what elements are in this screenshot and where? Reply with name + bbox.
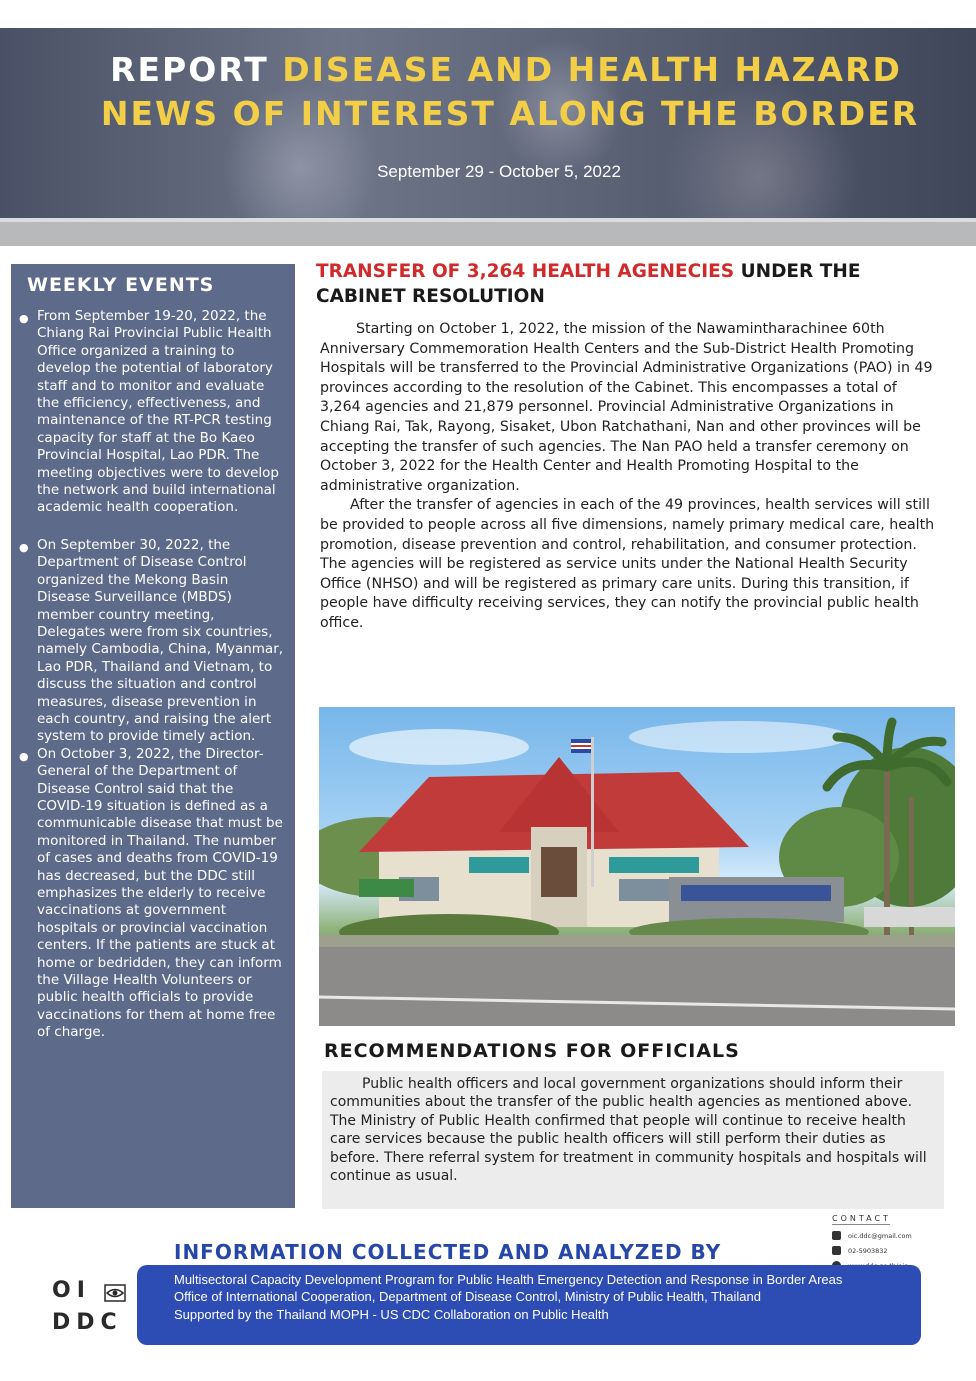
contact-title: CONTACT: [832, 1214, 891, 1223]
header-banner: [0, 28, 976, 218]
date-range: September 29 - October 5, 2022: [377, 162, 621, 181]
oic-ddc-logo: [50, 1278, 130, 1338]
weekly-events-list: [17, 308, 285, 1042]
bullet-icon: ●: [19, 312, 29, 325]
weekly-events-panel: [11, 264, 295, 1208]
article-body: [320, 320, 936, 634]
recommendations-text: Public health officers and local government organizations should inform their communities about the transfer of the public health agencies as mentioned above. The Ministry of Public Health confirmed that people will continue to receive health care services because the public health officers will still perform their duties as before. There referral system for treatment in community hospitals and hospitals will continue as usual.: [330, 1076, 927, 1185]
grey-band: [0, 222, 976, 246]
health-center-illustration: [319, 707, 955, 1026]
logo-text-oi: OI: [52, 1278, 91, 1303]
eye-icon: [104, 1284, 126, 1302]
phone-icon: [832, 1246, 841, 1255]
event-text: From September 19-20, 2022, the Chiang Rai Provincial Public Health Office organized a training to develop the potential of laboratory staff and to monitor and evaluate the efficiency, effectiveness, and maintenance of the RT-PCR testing capacity for staff at the Bo Kaeo Provincial Hospital, Lao PDR. The meeting objectives were to develop the network and build international academic health cooperation.: [37, 308, 279, 516]
program-line: Multisectoral Capacity Development Program for Public Health Emergency Detection and Response in Border Areas: [174, 1272, 843, 1287]
list-item: [17, 537, 285, 746]
list-item: [17, 308, 285, 517]
article-paragraph: Starting on October 1, 2022, the mission of the Nawamintharachinee 60th Anniversary Commemoration Health Centers and the Sub-District Health Promoting Hospitals will be transferred to the Provincial Administrative Organizations (PAO) in 49 provinces according to the resolution of the Cabinet. This encompasses a total of 3,264 agencies and 21,879 personnel. Provincial Administrative Organizations in Chiang Rai, Tak, Rayong, Sisaket, Ubon Ratchathani, Nan and other provinces will be accepting the transfer of such agencies. The Nan PAO held a transfer ceremony on October 3, 2022 for the Health Center and Health Promoting Hospital to the administrative organization.: [320, 321, 933, 494]
office-line: Office of International Cooperation, Department of Disease Control, Ministry of Public Health, Thailand: [174, 1289, 761, 1305]
contact-email[interactable]: oic.ddc@gmail.com: [848, 1231, 912, 1240]
info-box: [137, 1265, 921, 1345]
weekly-events-title: WEEKLY EVENTS: [27, 274, 215, 296]
email-icon: [832, 1231, 841, 1240]
bullet-icon: ●: [19, 749, 29, 763]
bullet-icon: ●: [19, 540, 29, 554]
event-text: On October 3, 2022, the Director-General of the Department of Disease Control said that the COVID-19 situation is defined as a communicable disease that must be monitored in Thailand. The number of cases and deaths from COVID-19 has decreased, but the DDC still emphasizes the elderly to receive vaccinations at government hospitals or provincial vaccination centers. If the patients are stuck at home or bedridden, they can inform the Village Health Volunteers or public health officials to provide vaccinations for them at home free of charge.: [37, 745, 283, 1041]
recommendations-title: RECOMMENDATIONS FOR OFFICIALS: [324, 1040, 740, 1062]
report-title-line1: [18, 50, 976, 89]
report-word: REPORT: [110, 50, 269, 89]
support-line: Supported by the Thailand MOPH - US CDC Collaboration on Public Health: [174, 1306, 609, 1322]
contact-phone-row: [832, 1243, 972, 1258]
report-title-line2: NEWS OF INTEREST ALONG THE BORDER: [100, 94, 920, 133]
list-item: [17, 746, 285, 1042]
health-center-photo: [319, 707, 955, 1026]
article-title: [316, 259, 956, 309]
event-text: On September 30, 2022, the Department of Disease Control organized the Mekong Basin Disease Surveillance (MBDS) member country meeting, Delegates were from six countries, namely Cambodia, China, Myanmar, Lao PDR, Thailand and Vietnam, to discuss the situation and control measures, disease prevention in each country, and raising the alert system to provide timely action.: [37, 536, 284, 745]
contact-email-row: [832, 1228, 972, 1243]
contact-phone[interactable]: 02-5903832: [848, 1246, 888, 1255]
article-title-highlight: TRANSFER OF 3,264 HEALTH AGENECIES: [316, 261, 735, 282]
recommendations-box: [322, 1071, 944, 1209]
article-title-rest: UNDER THE CABINET RESOLUTION: [316, 261, 861, 307]
logo-text-ddc: DDC: [52, 1310, 123, 1335]
info-collected-title: INFORMATION COLLECTED AND ANALYZED BY: [174, 1240, 722, 1264]
report-title-rest: DISEASE AND HEALTH HAZARD: [282, 50, 902, 89]
article-paragraph: After the transfer of agencies in each of the 49 provinces, health services will still be provided to people across all five dimensions, namely primary medical care, health promotion, disease prevention and control, rehabilitation, and consumer protection. The agencies will be registered as service units under the National Health Security Office (NHSO) and will be registered as primary care units. During this transition, if people have difficulty receiving services, they can notify the provincial public health office.: [320, 497, 935, 631]
